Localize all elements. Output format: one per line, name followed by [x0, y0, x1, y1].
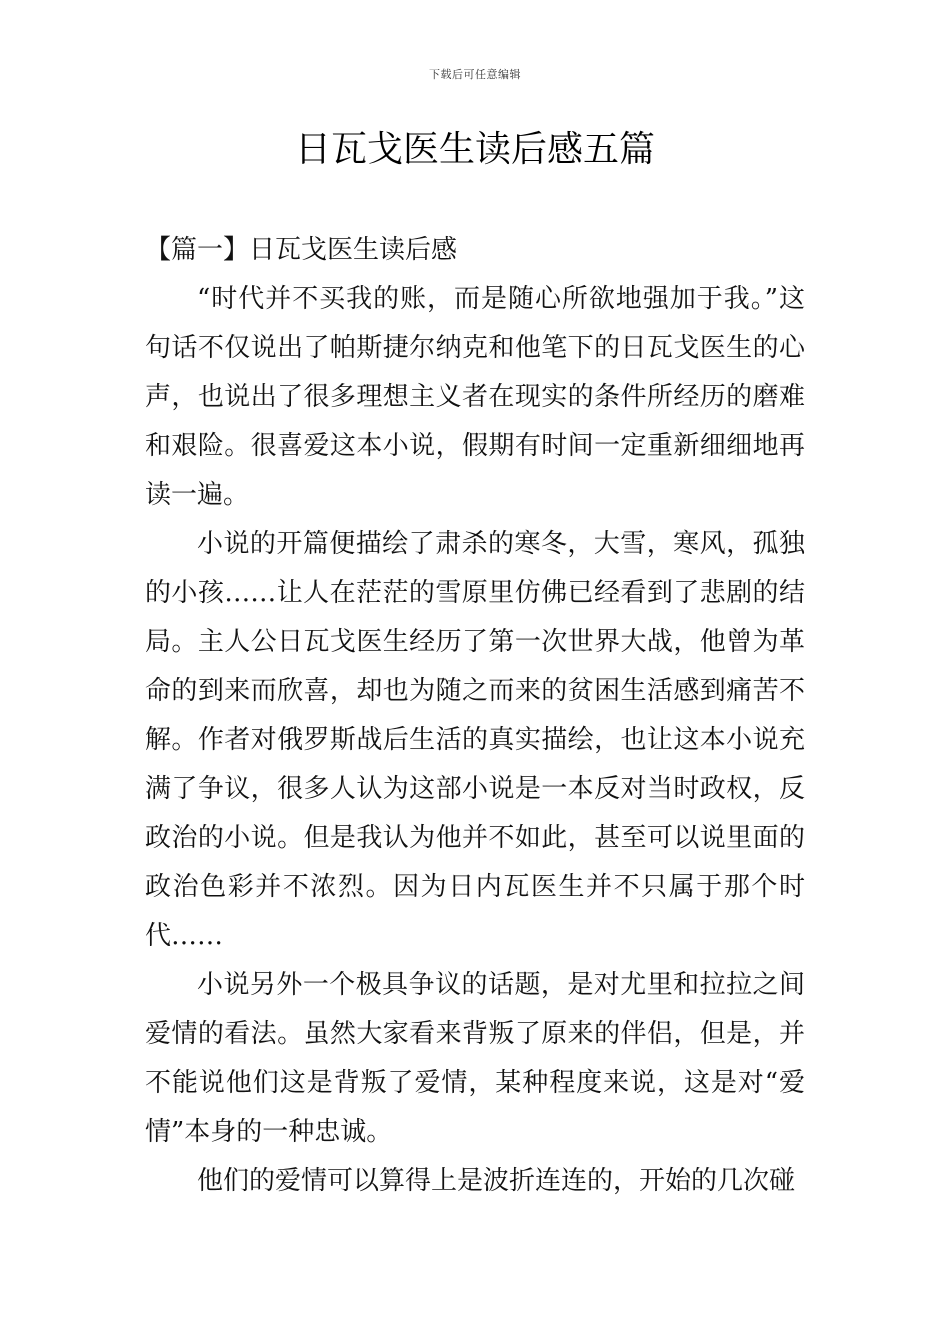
paragraph: 他们的爱情可以算得上是波折连连的，开始的几次碰: [197, 1166, 796, 1196]
paragraph: 小说另外一个极具争议的话题，是对尤里和拉拉之间爱情的看法。虽然大家看来背叛了原来的伴侣，但是，并不能说他们这是背叛了爱情，某种程度来说，这是对“爱情”本身的一种忠诚。: [145, 970, 805, 1147]
paragraph: 小说的开篇便描绘了肃杀的寒冬，大雪，寒风，孤独的小孩……让人在茫茫的雪原里仿佛已经看到了悲剧的结局。主人公日瓦戈医生经历了第一次世界大战，他曾为革命的到来而欣喜，却也为随之而来的贫困生活感到痛苦不解。作者对俄罗斯战后生活的真实描绘，也让这本小说充满了争议，很多人认为这部小说是一本反对当时政权，反政治的小说。但是我认为他并不如此，甚至可以说里面的政治色彩并不浓烈。因为日内瓦医生并不只属于那个时代……: [145, 529, 805, 951]
article-body: [145, 226, 805, 1206]
header-note: 下载后可任意编辑: [429, 68, 521, 81]
paragraph: “时代并不买我的账，而是随心所欲地强加于我。”这句话不仅说出了帕斯捷尔纳克和他笔下的日瓦戈医生的心声，也说出了很多理想主义者在现实的条件所经历的磨难和艰险。很喜爱这本小说，假期有时间一定重新细细地再读一遍。: [145, 284, 805, 510]
document-title: 日瓦戈医生读后感五篇: [294, 129, 655, 170]
section-heading: 【篇一】日瓦戈医生读后感: [145, 235, 458, 265]
